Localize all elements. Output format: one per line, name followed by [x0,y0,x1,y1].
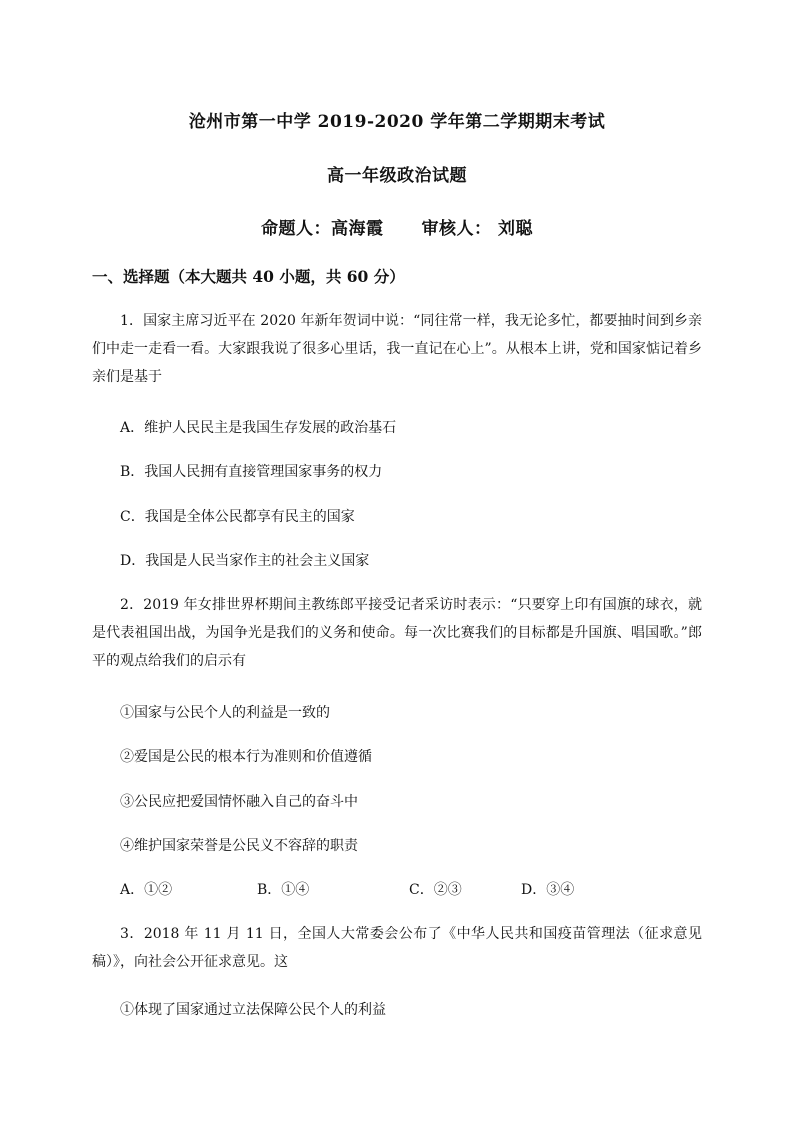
question-1-option-d: D．我国是人民当家作主的社会主义国家 [120,553,370,569]
author-label: 命题人：高海霞 [261,219,384,239]
question-2-option-a: A．①② [120,882,173,898]
question-2-option-b: B．①④ [257,882,310,898]
author-line [0,214,794,239]
question-2-statement-2: ②爱国是公民的根本行为准则和价值遵循 [120,749,372,765]
exam-title: 沧州市第一中学 2019-2020 学年第二学期期末考试 [188,112,606,132]
question-2-statement-3: ③公民应把爱国情怀融入自己的奋斗中 [120,794,358,810]
question-1-option-a: A．维护人民民主是我国生存发展的政治基石 [120,420,397,436]
question-2-option-c: C．②③ [409,882,462,898]
question-3-statement-1: ①体现了国家通过立法保障公民个人的利益 [120,1002,386,1018]
question-2-option-d: D．③④ [521,882,575,898]
question-1-stem: 1．国家主席习近平在 2020 年新年贺词中说：“同往常一样，我无论多忙，都要抽时间到乡亲们中走一走看一看。大家跟我说了很多心里话，我一直记在心上”。从根本上讲，党和国家惦记着乡亲们是基于 [92,313,702,385]
question-1-option-b: B．我国人民拥有直接管理国家事务的权力 [120,464,383,480]
question-3-stem: 3．2018 年 11 月 11 日，全国人大常委会公布了《中华人民共和国疫苗管理法（征求意见稿）》，向社会公开征求意见。这 [92,926,702,970]
question-2-statement-1: ①国家与公民个人的利益是一致的 [120,705,330,721]
question-1-option-c: C．我国是全体公民都享有民主的国家 [120,509,355,525]
question-2-statement-4: ④维护国家荣誉是公民义不容辞的职责 [120,838,358,854]
section-heading: 一、选择题（本大题共 40 小题，共 60 分） [92,267,405,286]
question-2-stem: 2．2019 年女排世界杯期间主教练郎平接受记者采访时表示：“只要穿上印有国旗的球衣，就是代表祖国出战，为国争光是我们的义务和使命。每一次比赛我们的目标都是升国旗、唱国歌。”郎平的观点给我们的启示有 [92,597,702,669]
exam-subtitle: 高一年级政治试题 [327,166,467,186]
reviewer-label: 审核人： 刘聪 [421,219,533,239]
